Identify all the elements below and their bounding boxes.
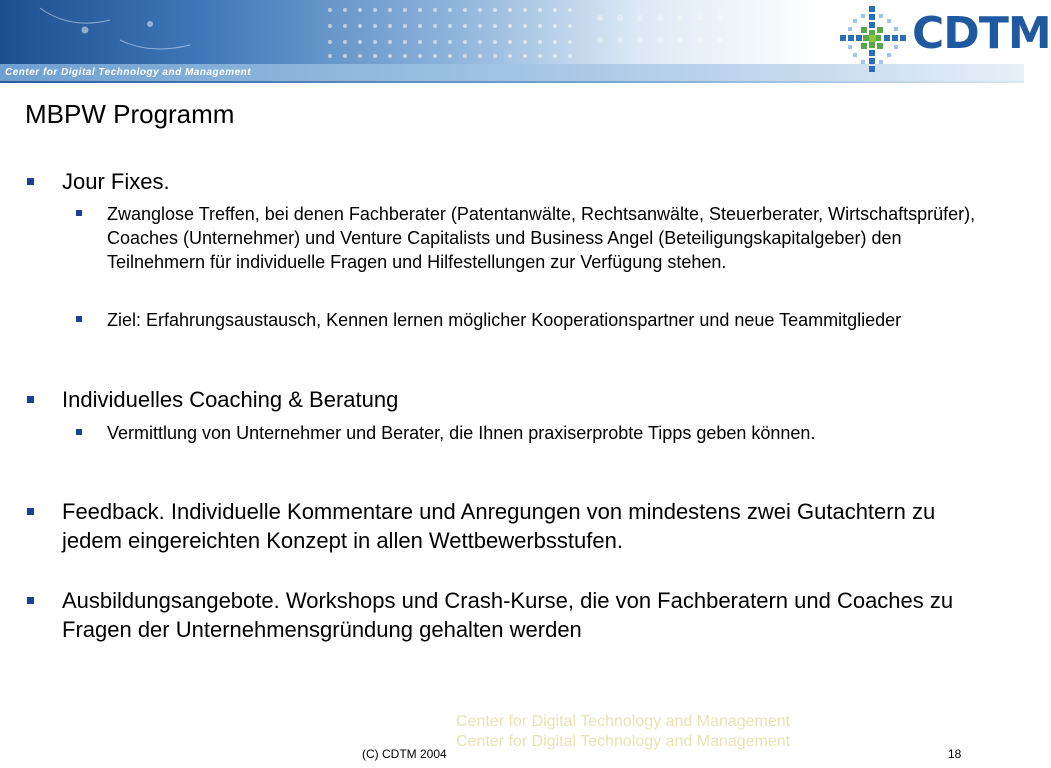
- bullet-text: Individuelles Coaching & Beratung: [62, 387, 399, 412]
- bullet-text: Ausbildungsangebote. Workshops und Crash-Kurse, die von Fachberatern und Coaches zu Fragen der Unternehmensgründung gehalten werden: [62, 588, 954, 642]
- bullet-marker: [27, 396, 34, 403]
- sub-bullet-marker: [76, 316, 82, 322]
- slide-title: MBPW Programm: [25, 99, 235, 129]
- header-caption: Center for Digital Technology and Management: [5, 67, 252, 78]
- bullet-marker: [27, 597, 34, 604]
- watermark-line: Center for Digital Technology and Management: [456, 733, 791, 750]
- bullet-marker: [27, 508, 34, 515]
- cdtm-logo-text: CDTM: [912, 8, 1051, 59]
- bullet-text: Feedback. Individuelle Kommentare und Anregungen von mindestens zwei Gutachtern zu jedem eingereichten Konzept in allen Wettbewerbsstufen.: [62, 499, 936, 553]
- sub-bullet-text: Ziel: Erfahrungsaustausch, Kennen lernen möglicher Kooperationspartner und neue Teammitglieder: [107, 310, 902, 330]
- watermark-line: Center for Digital Technology and Management: [456, 713, 791, 730]
- bullet-marker: [27, 178, 34, 185]
- footer-copyright: (C) CDTM 2004: [362, 747, 447, 761]
- sub-bullet-marker: [76, 210, 82, 216]
- page-number: 18: [948, 747, 962, 761]
- bullet-text: Jour Fixes.: [62, 169, 170, 194]
- sub-bullet-text: Zwanglose Treffen, bei denen Fachberater (Patentanwälte, Rechtsanwälte, Steuerberater, Wirtschaftsprüfer), Coaches (Unternehmer) und Venture Capitalists und Business Angel (Beteiligungskapitalgeber) den Teilnehmern für individuelle Fragen und Hilfestellungen zur Verfügung stehen.: [107, 204, 976, 272]
- sub-bullet-marker: [76, 429, 82, 435]
- sub-bullet-text: Vermittlung von Unternehmer und Berater, die Ihnen praxiserprobte Tipps geben können.: [107, 423, 816, 443]
